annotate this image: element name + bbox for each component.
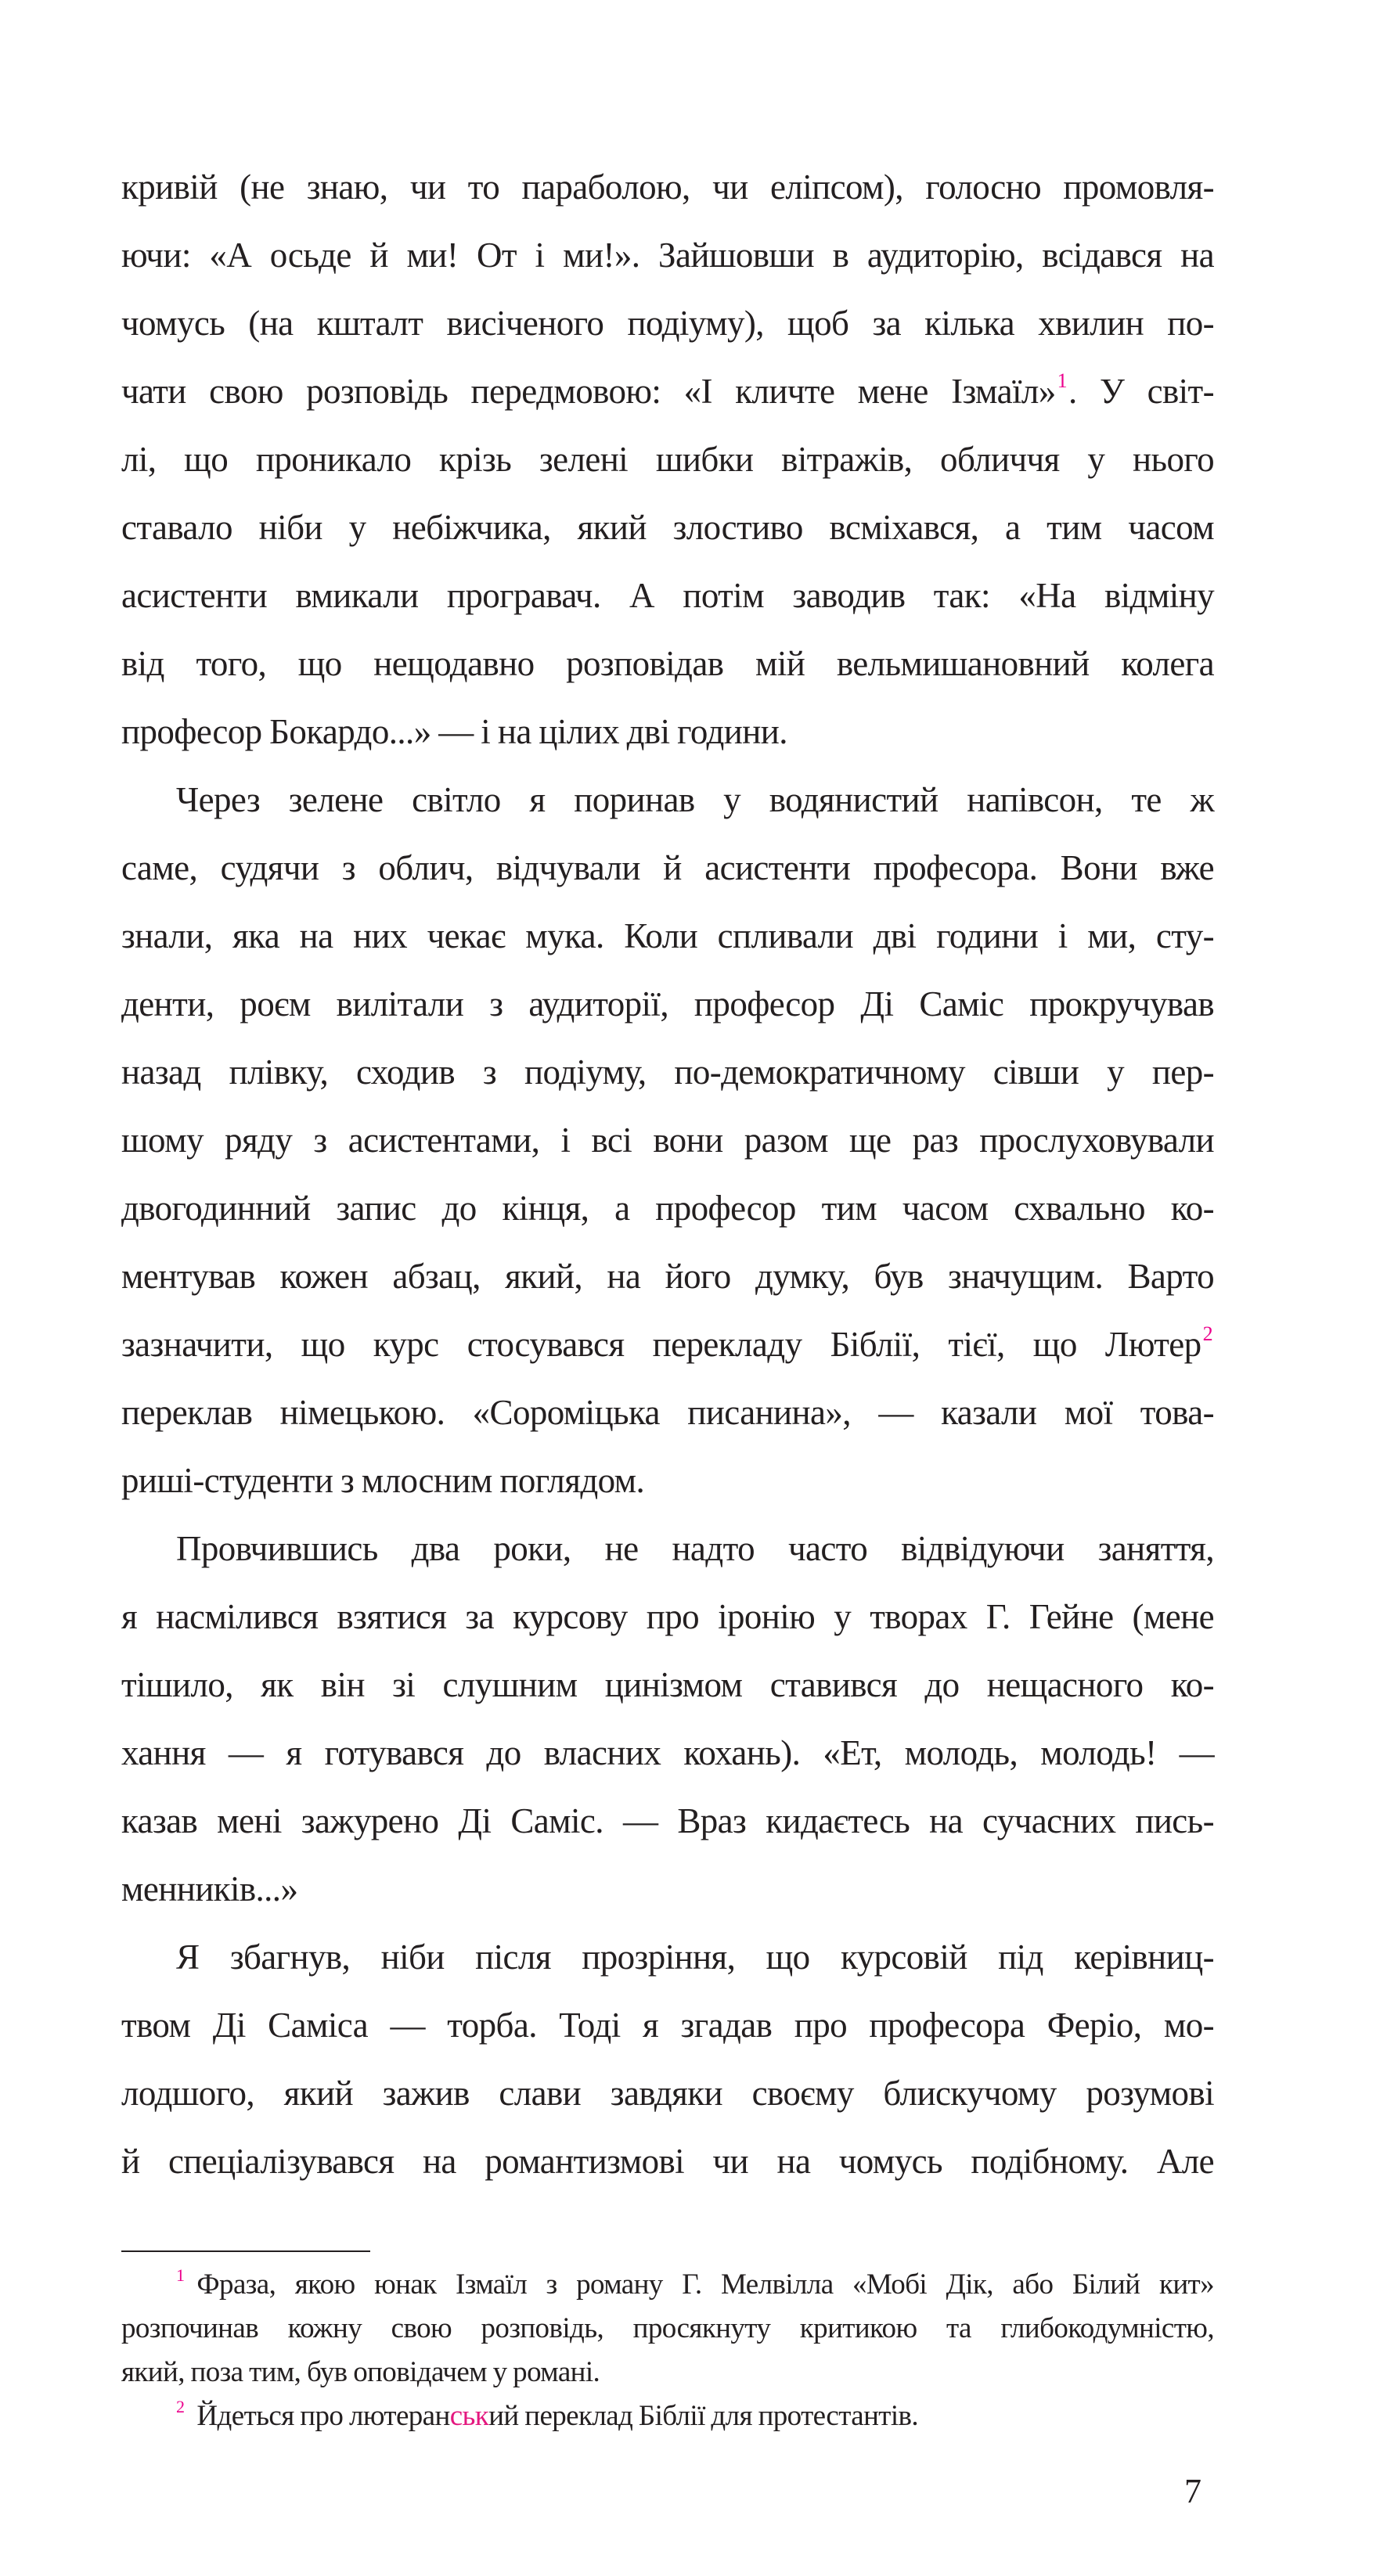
body-line: риші-студенти з млосним поглядом.: [121, 1461, 645, 1500]
body-line: денти, роєм вилітали з аудиторії, професор Ді Саміс прокручував: [121, 984, 1214, 1024]
body-line: [121, 1311, 1214, 1379]
body-line: хання — я готувався до власних кохань). «Ет, молодь, молодь! —: [121, 1733, 1214, 1772]
body-line: Я збагнув, ніби після прозріння, що курсовій під керівниц-: [176, 1937, 1214, 1977]
body-line: твом Ді Саміса — торба. Тоді я згадав про професора Феріо, мо-: [121, 2006, 1214, 2045]
body-line-text: . У світ-: [1068, 372, 1214, 411]
footnote-separator: [121, 2250, 370, 2252]
footnote-1: [121, 2263, 1214, 2394]
footnote-2-text-post: ий переклад Біблії для протестантів.: [488, 2400, 919, 2432]
body-line: назад плівку, сходив з подіуму, по-демократичному сівши у пер-: [121, 1052, 1214, 1092]
footnotes: [121, 2263, 1214, 2438]
body-line: Провчившись два роки, не надто часто відвідуючи заняття,: [176, 1529, 1214, 1568]
body-line: переклав німецькою. «Сороміцька писанина», — казали мої това-: [121, 1393, 1214, 1432]
footnote-reference-1[interactable]: 1: [1057, 369, 1068, 392]
body-line: ментував кожен абзац, який, на його думку, був значущим. Варто: [121, 1257, 1214, 1296]
body-line: й спеціалізувався на романтизмові чи на чомусь подібному. Але: [121, 2142, 1214, 2181]
footnote-2-highlight: ськ: [449, 2400, 489, 2432]
body-line: Через зелене світло я поринав у водянистий напівсон, те ж: [176, 780, 1214, 819]
body-line: чомусь (на кшталт висіченого подіуму), щоб за кілька хвилин по-: [121, 304, 1214, 343]
body-line: менників...»: [121, 1869, 298, 1909]
body-line: професор Бокардо...» — і на цілих дві години.: [121, 712, 787, 751]
body-line: лодшого, який зажив слави завдяки своєму блискучому розумові: [121, 2074, 1214, 2113]
body-line: лі, що проникало крізь зелені шибки вітражів, обличчя у нього: [121, 440, 1214, 479]
footnote-2: [121, 2394, 1214, 2438]
page-body: [121, 0, 1214, 2576]
body-line: кривій (не знаю, чи то параболою, чи еліпсом), голосно промовля-: [121, 167, 1214, 207]
body-line: [121, 358, 1214, 426]
body-line: ючи: «А осьде й ми! От і ми!». Зайшовши в аудиторію, всідався на: [121, 236, 1214, 275]
footnote-1-mark: 1: [176, 2265, 185, 2285]
footnote-2-line-1: [121, 2394, 1214, 2438]
body-line: асистенти вмикали програвач. А потім заводив так: «На відміну: [121, 576, 1214, 615]
footnote-1-line-2: розпочинав кожну свою розповідь, просякнуту критикою та глибокодумністю,: [121, 2312, 1214, 2344]
body-line: ставало ніби у небіжчика, який злостиво всміхався, а тим часом: [121, 508, 1214, 547]
body-line: знали, яка на них чекає мука. Коли спливали дві години і ми, сту-: [121, 916, 1214, 955]
footnote-1-line-1-text: Фраза, якою юнак Ізмаїл з роману Г. Мелвілла «Мобі Дік, або Білий кит»: [196, 2268, 1214, 2301]
footnote-2-text-pre: Йдеться про лютеран: [196, 2400, 450, 2432]
footnote-reference-2[interactable]: 2: [1202, 1322, 1212, 1345]
body-text: [121, 153, 1214, 2196]
body-line-text: зазначити, що курс стосувався перекладу Біблії, тієї, що Лютер: [121, 1325, 1201, 1364]
footnote-1-line-3: який, поза тим, був оповідачем у романі.: [121, 2356, 600, 2388]
footnote-1-line-1: [121, 2263, 1214, 2307]
body-line: саме, судячи з облич, відчували й асистенти професора. Вони вже: [121, 848, 1214, 887]
body-line: двогодинний запис до кінця, а професор тим часом схвально ко-: [121, 1189, 1214, 1228]
body-line: тішило, як він зі слушним цинізмом ставився до нещасного ко-: [121, 1665, 1214, 1704]
body-line: я насмілився взятися за курсову про іронію у творах Г. Гейне (мене: [121, 1597, 1214, 1636]
body-line-text: чати свою розповідь передмовою: «І кличте мене Ізмаїл»: [121, 372, 1056, 411]
footnote-2-mark: 2: [176, 2397, 185, 2416]
body-line: від того, що нещодавно розповідав мій вельмишановний колега: [121, 644, 1214, 683]
body-line: шому ряду з асистентами, і всі вони разом ще раз прослуховували: [121, 1121, 1214, 1160]
page-number: 7: [1184, 2472, 1201, 2510]
body-line: казав мені зажурено Ді Саміс. — Враз кидаєтесь на сучасних пись-: [121, 1801, 1214, 1840]
